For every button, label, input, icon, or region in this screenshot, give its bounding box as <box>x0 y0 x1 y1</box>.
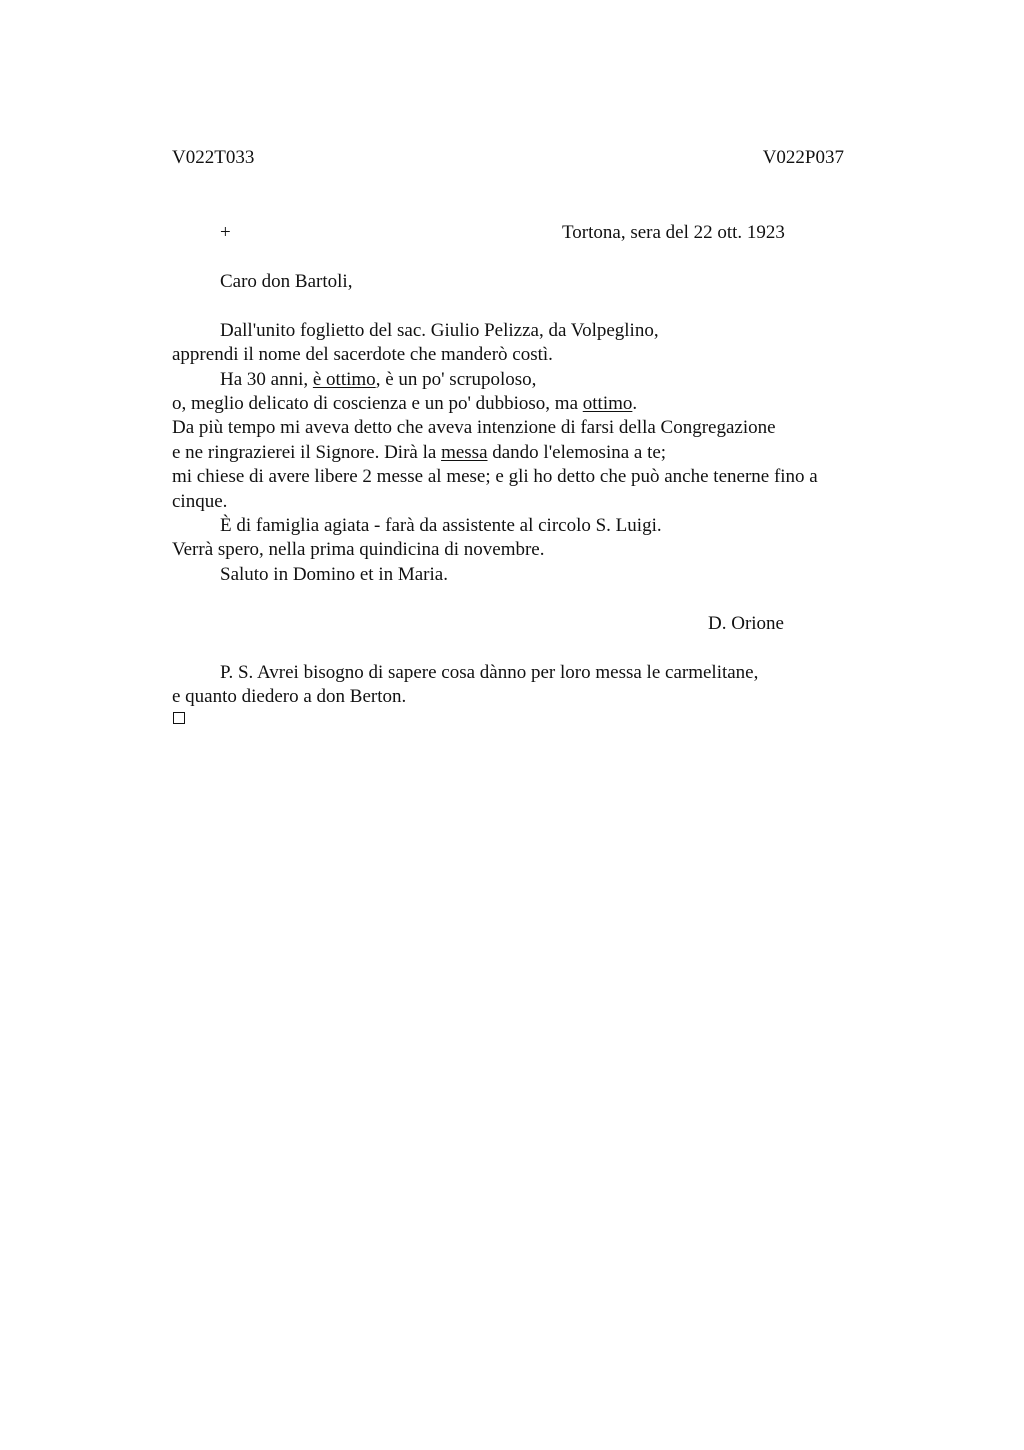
end-square-icon <box>173 712 185 724</box>
document-code-left: V022T033 <box>172 147 255 168</box>
postscript-line-2: e quanto diedero a don Berton. <box>172 686 407 707</box>
body-line-4 <box>172 392 637 416</box>
salutation: Caro don Bartoli, <box>220 271 353 292</box>
body-line-6-part-a: e ne ringrazierei il Signore. Dirà la <box>172 442 442 463</box>
postscript-line-1: P. S. Avrei bisogno di sapere cosa dànno per loro messa le carmelitane, <box>220 662 759 683</box>
body-line-7: mi chiese di avere libere 2 messe al mese; e gli ho detto che può anche tenerne fino a <box>172 466 818 487</box>
body-line-2: apprendi il nome del sacerdote che manderò costì. <box>172 344 553 365</box>
signature: D. Orione <box>708 613 784 634</box>
body-line-3-part-c: , è un po' scrupoloso, <box>375 369 537 390</box>
document-code-right: V022P037 <box>762 147 844 168</box>
underlined-ottimo-1: è ottimo <box>312 369 376 390</box>
body-line-9: È di famiglia agiata - farà da assistente al circolo S. Luigi. <box>220 515 662 536</box>
place-date: Tortona, sera del 22 ott. 1923 <box>562 222 785 243</box>
body-line-11: Saluto in Domino et in Maria. <box>220 564 448 585</box>
body-line-6-part-c: dando l'elemosina a te; <box>487 442 667 463</box>
cross-mark: + <box>220 222 231 243</box>
body-line-4-part-c: . <box>632 393 638 414</box>
underlined-ottimo-2: ottimo <box>582 393 633 414</box>
body-line-1: Dall'unito foglietto del sac. Giulio Pelizza, da Volpeglino, <box>220 320 659 341</box>
body-line-3-part-a: Ha 30 anni, <box>220 369 313 390</box>
body-line-10: Verrà spero, nella prima quindicina di novembre. <box>172 539 545 560</box>
body-line-4-part-a: o, meglio delicato di coscienza e un po' dubbioso, ma <box>172 393 583 414</box>
body-line-8: cinque. <box>172 491 228 512</box>
underlined-messa: messa <box>441 442 488 463</box>
body-line-5: Da più tempo mi aveva detto che aveva intenzione di farsi della Congregazione <box>172 417 776 438</box>
body-line-6 <box>172 441 666 465</box>
body-line-3 <box>220 368 536 392</box>
